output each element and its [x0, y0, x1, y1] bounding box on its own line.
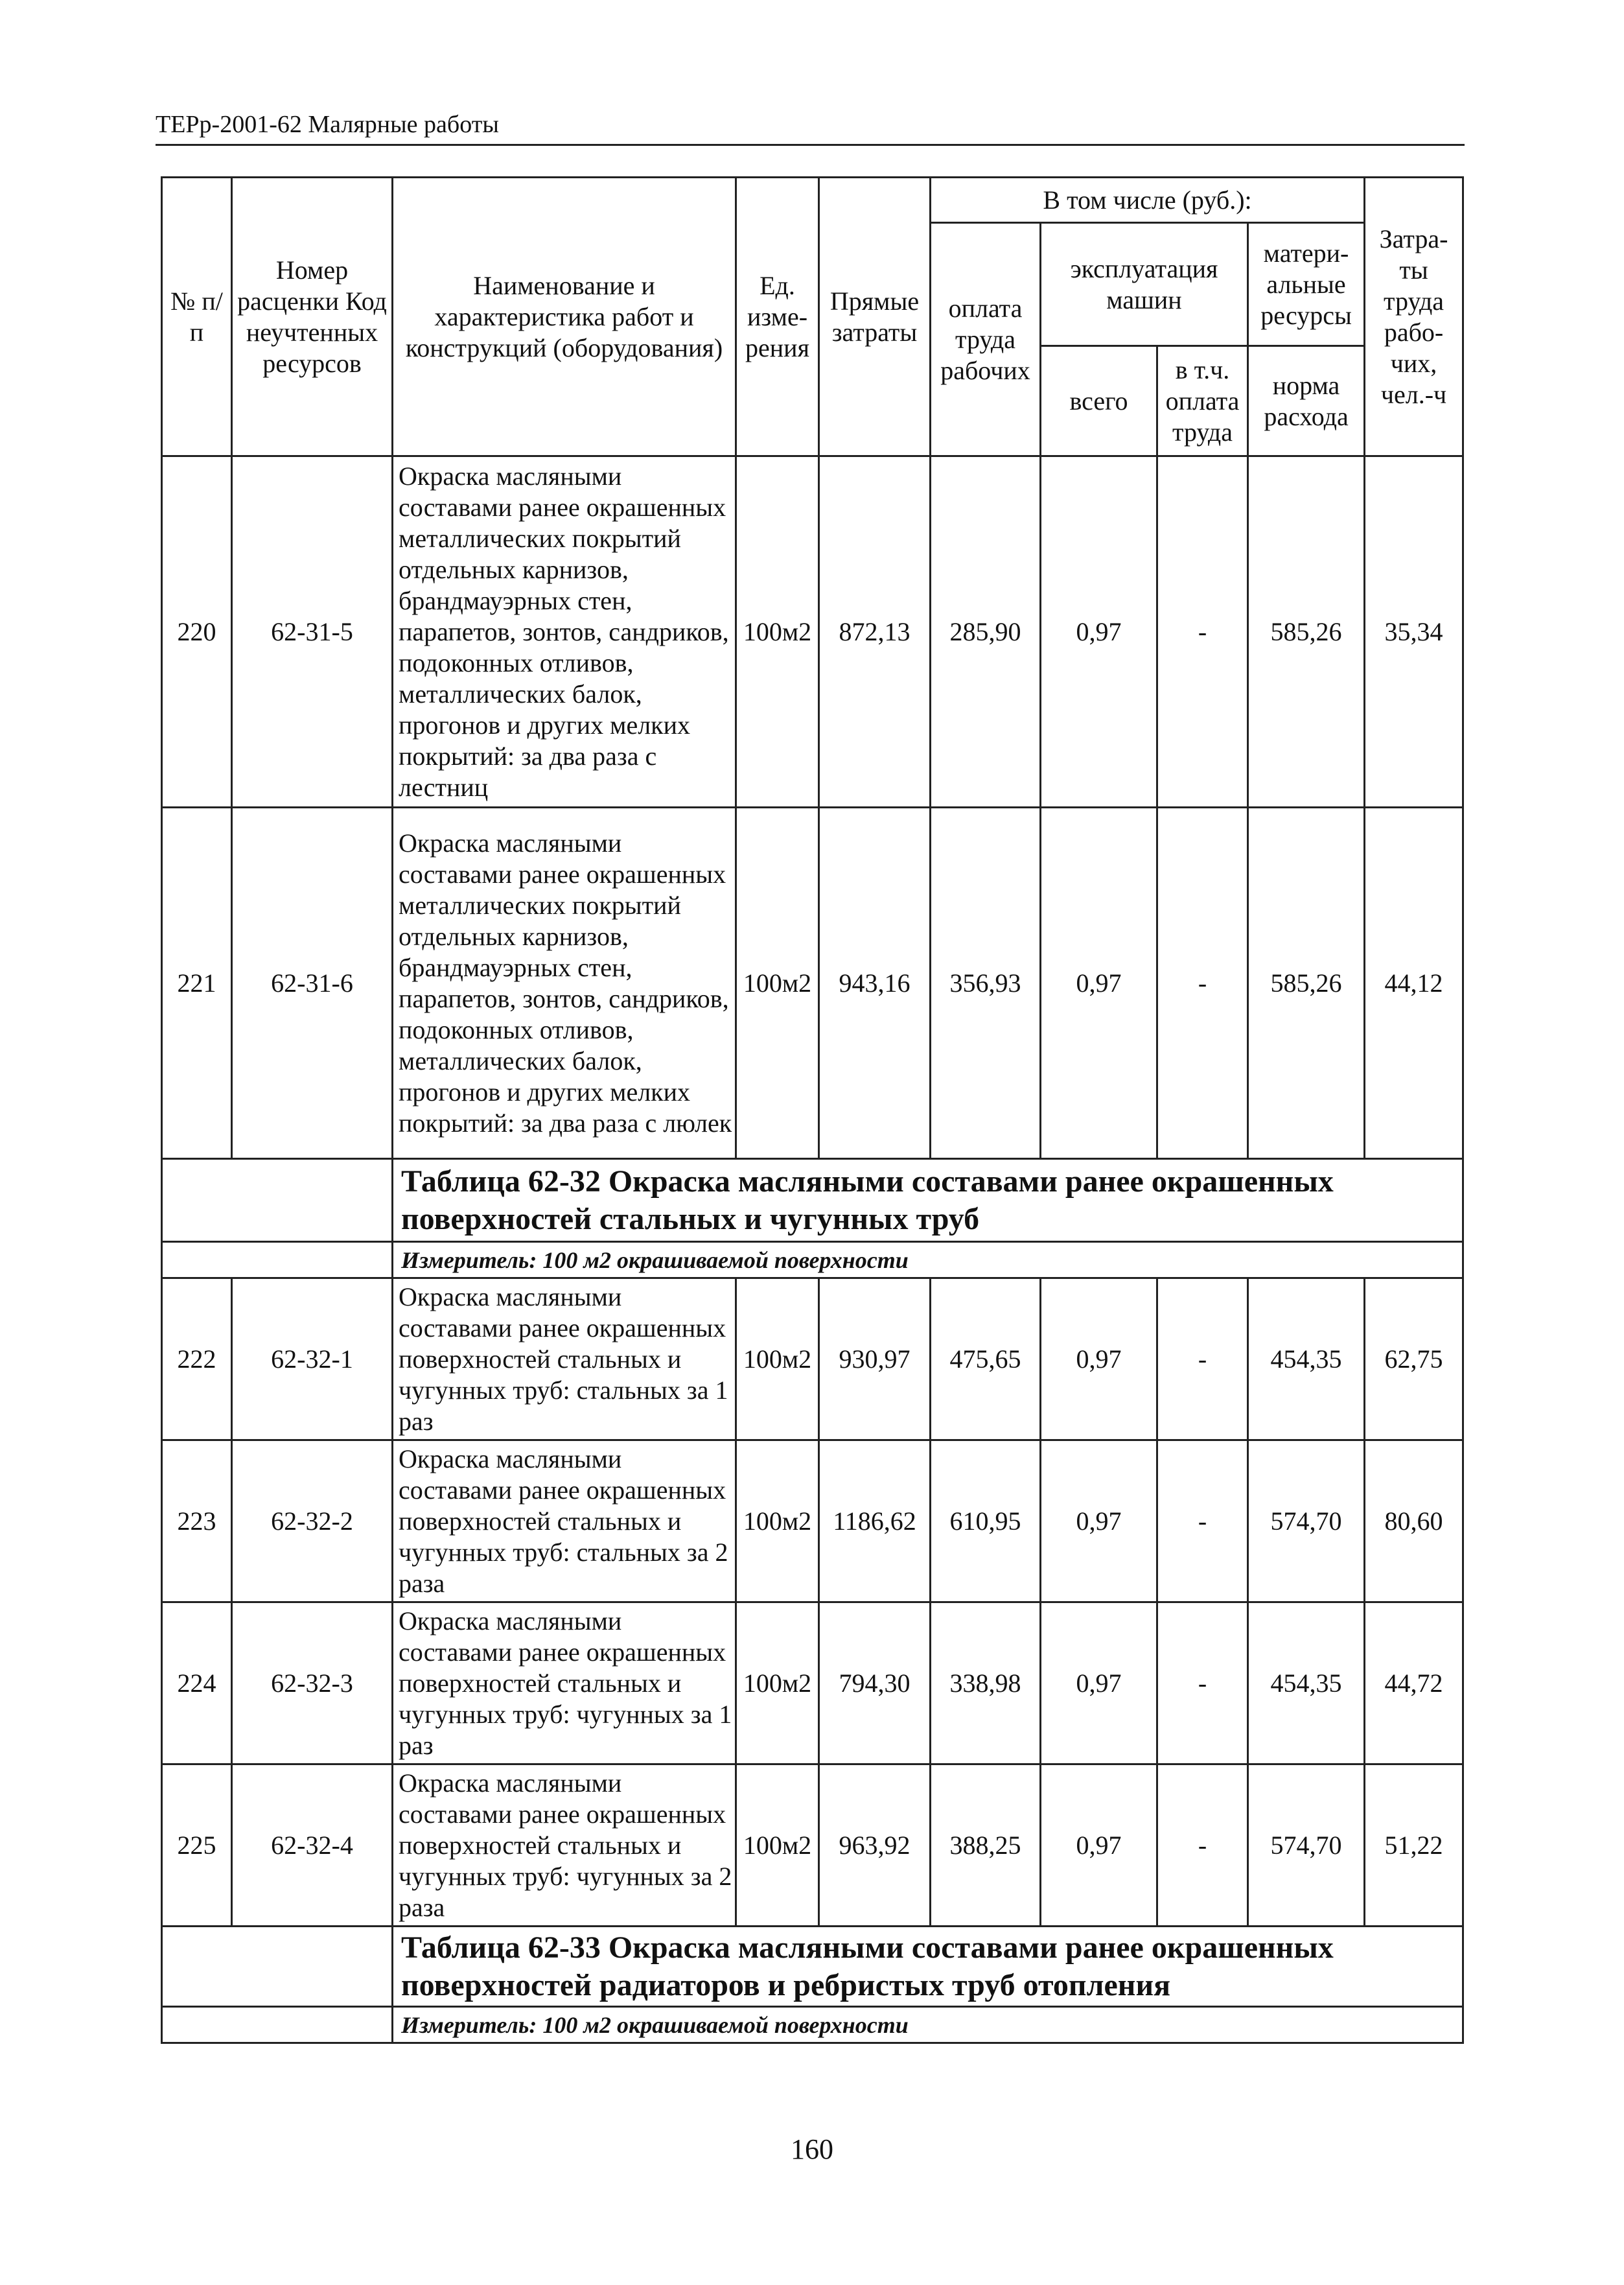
header-rule [156, 144, 1465, 146]
table-row [162, 1440, 1463, 1602]
table-row [162, 1764, 1463, 1927]
unit-cell: 100м2 [736, 808, 819, 1159]
machines-total: 0,97 [1041, 456, 1157, 808]
direct-cost: 794,30 [819, 1602, 931, 1764]
machines-total: 0,97 [1041, 1278, 1157, 1440]
machines-wage: - [1157, 808, 1248, 1159]
direct-cost: 1186,62 [819, 1440, 931, 1602]
header-group-including: В том числе (руб.): [931, 178, 1365, 223]
row-number: 225 [162, 1764, 232, 1927]
section-meter-spacer [162, 1242, 393, 1278]
work-description: Окраска масляными составами ранее окрашенных поверхностей стальных и чугунных труб: стальных за 1 раз [393, 1278, 736, 1440]
machines-total: 0,97 [1041, 808, 1157, 1159]
materials-cost: 454,35 [1248, 1278, 1365, 1440]
labor-hours: 80,60 [1365, 1440, 1463, 1602]
machines-wage: - [1157, 1278, 1248, 1440]
unit-cell: 100м2 [736, 1602, 819, 1764]
rate-code: 62-32-2 [232, 1440, 393, 1602]
materials-cost: 585,26 [1248, 808, 1365, 1159]
section-title-spacer [162, 1927, 393, 2007]
rates-table [161, 176, 1464, 2044]
section-title-spacer [162, 1159, 393, 1242]
machines-total: 0,97 [1041, 1764, 1157, 1927]
table-row [162, 456, 1463, 808]
header-col-code: Номер расценки Код неучтенных ресурсов [232, 178, 393, 456]
labor-hours: 51,22 [1365, 1764, 1463, 1927]
machines-wage: - [1157, 1440, 1248, 1602]
materials-cost: 574,70 [1248, 1440, 1365, 1602]
header-col-wage: оплата труда рабочих [931, 223, 1041, 456]
worker-wage: 285,90 [931, 456, 1041, 808]
worker-wage: 388,25 [931, 1764, 1041, 1927]
section-title-62-32: Таблица 62-32 Окраска масляными составами ранее окрашенных поверхностей стальных и чугунных труб [393, 1159, 1463, 1242]
table-row [162, 1278, 1463, 1440]
machines-wage: - [1157, 1764, 1248, 1927]
section-title-62-33: Таблица 62-33 Окраска масляными составами ранее окрашенных поверхностей радиаторов и ребристых труб отопления [393, 1927, 1463, 2007]
header-col-machines-wage: в т.ч. оплата труда [1157, 346, 1248, 456]
row-number: 221 [162, 808, 232, 1159]
labor-hours: 44,12 [1365, 808, 1463, 1159]
row-number: 222 [162, 1278, 232, 1440]
section-meter-62-32: Измеритель: 100 м2 окрашиваемой поверхности [393, 1242, 1463, 1278]
header-group-machines: эксплуатация машин [1041, 223, 1248, 346]
direct-cost: 930,97 [819, 1278, 931, 1440]
running-header: ТЕРр-2001-62 Малярные работы [156, 111, 499, 138]
direct-cost: 963,92 [819, 1764, 931, 1927]
header-col-no: № п/п [162, 178, 232, 456]
materials-cost: 454,35 [1248, 1602, 1365, 1764]
labor-hours: 62,75 [1365, 1278, 1463, 1440]
header-col-unit: Ед. изме-рения [736, 178, 819, 456]
work-description: Окраска масляными составами ранее окрашенных поверхностей стальных и чугунных труб: стальных за 2 раза [393, 1440, 736, 1602]
unit-cell: 100м2 [736, 1764, 819, 1927]
rate-code: 62-32-4 [232, 1764, 393, 1927]
rate-code: 62-31-6 [232, 808, 393, 1159]
header-col-machines-total: всего [1041, 346, 1157, 456]
machines-total: 0,97 [1041, 1440, 1157, 1602]
rate-code: 62-31-5 [232, 456, 393, 808]
work-description: Окраска масляными составами ранее окрашенных металлических покрытий отдельных карнизов, брандмауэрных стен, парапетов, зонтов, сандриков, подоконных отливов, металлических балок, прогонов и других мелких покрытий: за два раза с люлек [393, 808, 736, 1159]
row-number: 224 [162, 1602, 232, 1764]
section-meter-spacer [162, 2007, 393, 2043]
worker-wage: 356,93 [931, 808, 1041, 1159]
section-meter-62-33: Измеритель: 100 м2 окрашиваемой поверхности [393, 2007, 1463, 2043]
machines-wage: - [1157, 1602, 1248, 1764]
work-description: Окраска масляными составами ранее окрашенных поверхностей стальных и чугунных труб: чугунных за 2 раза [393, 1764, 736, 1927]
worker-wage: 610,95 [931, 1440, 1041, 1602]
worker-wage: 475,65 [931, 1278, 1041, 1440]
table-row [162, 1602, 1463, 1764]
row-number: 220 [162, 456, 232, 808]
header-col-direct: Прямые затраты [819, 178, 931, 456]
materials-cost: 585,26 [1248, 456, 1365, 808]
materials-cost: 574,70 [1248, 1764, 1365, 1927]
row-number: 223 [162, 1440, 232, 1602]
labor-hours: 35,34 [1365, 456, 1463, 808]
rate-code: 62-32-3 [232, 1602, 393, 1764]
worker-wage: 338,98 [931, 1602, 1041, 1764]
table-row [162, 808, 1463, 1159]
header-group-materials: матери-альные ресурсы [1248, 223, 1365, 346]
machines-wage: - [1157, 456, 1248, 808]
labor-hours: 44,72 [1365, 1602, 1463, 1764]
unit-cell: 100м2 [736, 1440, 819, 1602]
work-description: Окраска масляными составами ранее окрашенных поверхностей стальных и чугунных труб: чугунных за 1 раз [393, 1602, 736, 1764]
page-number: 160 [791, 2133, 833, 2165]
work-description: Окраска масляными составами ранее окрашенных металлических покрытий отдельных карнизов, брандмауэрных стен, парапетов, зонтов, сандриков, подоконных отливов, металлических балок, прогонов и других мелких покрытий: за два раза с лестниц [393, 456, 736, 808]
direct-cost: 943,16 [819, 808, 931, 1159]
unit-cell: 100м2 [736, 1278, 819, 1440]
rate-code: 62-32-1 [232, 1278, 393, 1440]
header-col-labor: Затра-ты труда рабо-чих, чел.-ч [1365, 178, 1463, 456]
direct-cost: 872,13 [819, 456, 931, 808]
header-col-materials-norm: норма расхода [1248, 346, 1365, 456]
header-col-name: Наименование и характеристика работ и конструкций (оборудования) [393, 178, 736, 456]
unit-cell: 100м2 [736, 456, 819, 808]
machines-total: 0,97 [1041, 1602, 1157, 1764]
